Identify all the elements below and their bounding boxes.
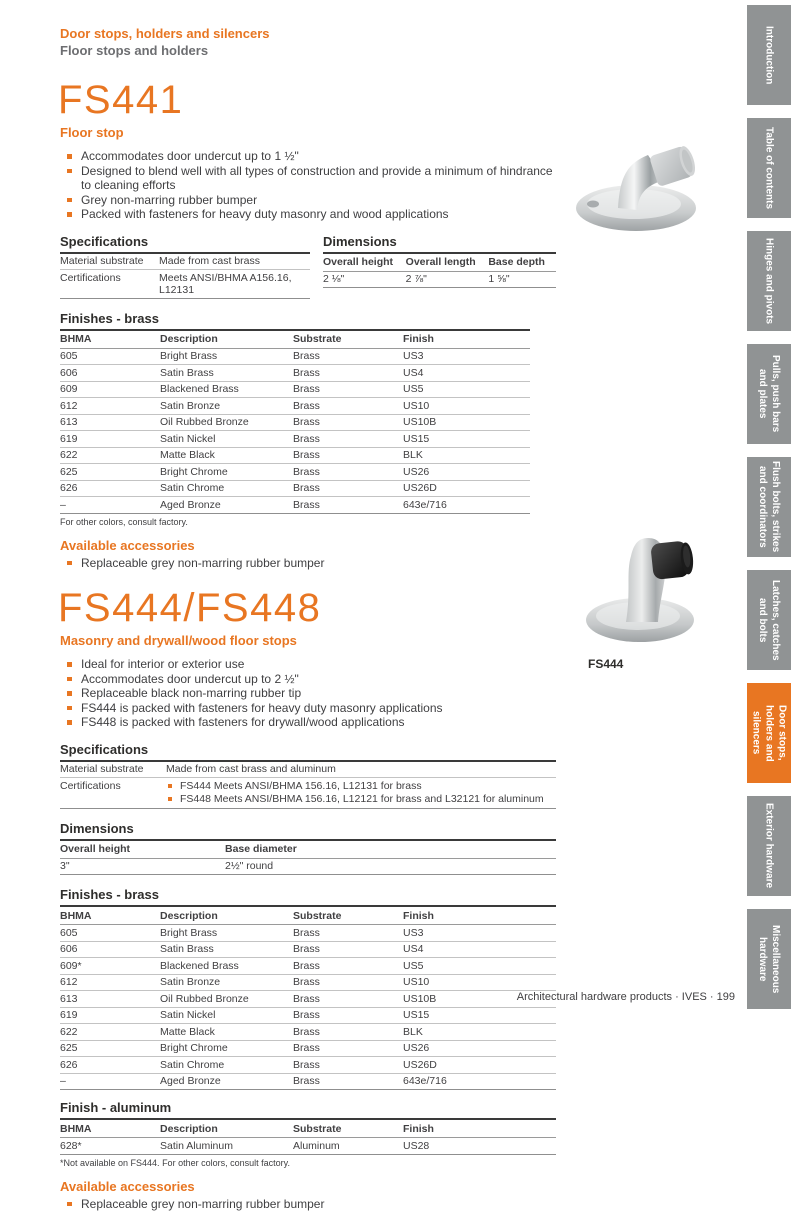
- fs448-specifications: [60, 742, 556, 809]
- column-header: Finish: [403, 1120, 556, 1138]
- fs448-accessories-list: [60, 1197, 556, 1211]
- table-row: [60, 270, 310, 299]
- fs441-type: Floor stop: [60, 125, 556, 140]
- fs448-finishes-brass-table: [60, 907, 556, 1090]
- column-header: Overall length: [406, 254, 489, 272]
- fs441-finishes-table: [60, 331, 530, 514]
- table-row: [60, 497, 530, 514]
- cell-bhma: 625: [60, 1040, 160, 1057]
- column-header: Description: [160, 331, 293, 349]
- table-header-row: [60, 331, 530, 349]
- cell-finish: US10B: [403, 414, 530, 431]
- cell-substrate: Brass: [293, 1040, 403, 1057]
- cell-substrate: Brass: [293, 974, 403, 991]
- table-header-row: [60, 1120, 556, 1138]
- sidebar-tab[interactable]: [747, 683, 791, 783]
- feature-item: FS444 is packed with fasteners for heavy duty masonry applications: [60, 701, 556, 716]
- fs441-finishes: [60, 311, 530, 527]
- cell-bhma: –: [60, 1073, 160, 1090]
- sidebar-tab-label: Introduction: [763, 26, 776, 84]
- table-row: [60, 254, 310, 270]
- finishes-note: For other colors, consult factory.: [60, 517, 530, 527]
- cell-substrate: Brass: [293, 447, 403, 464]
- section-title: Door stops, holders and silencers: [60, 26, 556, 41]
- cell-bhma: 622: [60, 447, 160, 464]
- fs441-product-image: [568, 120, 720, 239]
- table-row: [60, 778, 556, 809]
- fs448-specifications-table: [60, 762, 556, 809]
- table-row: [60, 431, 530, 448]
- table-row: [60, 365, 530, 382]
- cell-bhma: 625: [60, 464, 160, 481]
- cell-finish: US4: [403, 941, 556, 958]
- fs441-accessories-list: [60, 556, 556, 571]
- cell-bhma: 605: [60, 348, 160, 365]
- column-header: Substrate: [293, 1120, 403, 1138]
- column-header: Base depth: [488, 254, 556, 272]
- cell-bhma: 626: [60, 1057, 160, 1074]
- dimension-value: 1 ⅝": [488, 271, 556, 288]
- sidebar-tab[interactable]: [747, 457, 791, 557]
- spec-label: Material substrate: [60, 762, 166, 778]
- fs441-dimensions-table: [323, 254, 556, 289]
- cell-bhma: 619: [60, 1007, 160, 1024]
- table-row: [60, 1073, 556, 1090]
- column-header: Substrate: [293, 907, 403, 925]
- cell-finish: US15: [403, 1007, 556, 1024]
- cell-description: Matte Black: [160, 447, 293, 464]
- cell-description: Satin Aluminum: [160, 1138, 293, 1155]
- cell-substrate: Brass: [293, 464, 403, 481]
- finish-aluminum-heading: Finish - aluminum: [60, 1100, 556, 1120]
- cell-finish: US10: [403, 974, 556, 991]
- dimension-value: 2 ⅞": [406, 271, 489, 288]
- cell-description: Satin Bronze: [160, 974, 293, 991]
- table-row: [60, 1057, 556, 1074]
- fs448-model-title: FS444/FS448: [58, 588, 556, 628]
- spec-value: [166, 778, 556, 809]
- fs448-type: Masonry and drywall/wood floor stops: [60, 633, 556, 648]
- feature-item: Packed with fasteners for heavy duty masonry and wood applications: [60, 207, 556, 222]
- cell-substrate: Brass: [293, 381, 403, 398]
- table-row: [60, 398, 530, 415]
- sidebar-tab-label: Miscellaneous hardware: [756, 913, 782, 1005]
- cell-substrate: Brass: [293, 365, 403, 382]
- spec-label: Certifications: [60, 778, 166, 809]
- cell-finish: 643e/716: [403, 497, 530, 514]
- cell-finish: US3: [403, 925, 556, 942]
- column-header: Base diameter: [225, 841, 556, 859]
- sidebar-tab-label: Flush bolts, strikes and coordinators: [756, 461, 782, 553]
- sidebar-tab[interactable]: [747, 570, 791, 670]
- cell-substrate: Brass: [293, 414, 403, 431]
- fs448-dimensions: [60, 821, 556, 876]
- table-header-row: [60, 841, 556, 859]
- sidebar-tab[interactable]: [747, 796, 791, 896]
- floor-stop-illustration: [576, 516, 716, 648]
- specifications-heading: Specifications: [60, 742, 556, 762]
- fs448-accessories-heading: Available accessories: [60, 1179, 556, 1194]
- feature-item: Grey non-marring rubber bumper: [60, 193, 556, 208]
- cell-bhma: 613: [60, 414, 160, 431]
- cell-finish: US28: [403, 1138, 556, 1155]
- fs441-dimensions: [323, 234, 556, 299]
- cell-description: Satin Bronze: [160, 398, 293, 415]
- fs441-feature-list: [60, 149, 556, 222]
- fs448-finish-aluminum-table: [60, 1120, 556, 1155]
- cell-substrate: Brass: [293, 1057, 403, 1074]
- cell-substrate: Brass: [293, 991, 403, 1008]
- cell-substrate: Brass: [293, 431, 403, 448]
- cell-bhma: –: [60, 497, 160, 514]
- main-content: [60, 26, 556, 1211]
- fs444-image-caption: FS444: [588, 657, 716, 671]
- fs441-accessories-heading: Available accessories: [60, 538, 556, 553]
- cell-bhma: 612: [60, 398, 160, 415]
- cell-substrate: Brass: [293, 1073, 403, 1090]
- cell-finish: US5: [403, 381, 530, 398]
- feature-item: Designed to blend well with all types of construction and provide a minimum of hindrance to cleaning efforts: [60, 164, 556, 193]
- cell-bhma: 626: [60, 480, 160, 497]
- dimension-value: 3": [60, 858, 225, 875]
- certification-item: FS444 Meets ANSI/BHMA 156.16, L12131 for brass: [166, 780, 552, 792]
- aluminum-footnote: *Not available on FS444. For other colors, consult factory.: [60, 1158, 556, 1168]
- cell-description: Aged Bronze: [160, 497, 293, 514]
- cell-bhma: 609: [60, 381, 160, 398]
- accessory-item: Replaceable grey non-marring rubber bumper: [60, 1197, 556, 1211]
- cell-description: Satin Brass: [160, 941, 293, 958]
- table-row: [60, 1040, 556, 1057]
- sidebar-tab[interactable]: [747, 344, 791, 444]
- spec-value: Made from cast brass: [159, 254, 310, 270]
- fs448-finishes-brass: [60, 887, 556, 1090]
- feature-item: Replaceable black non-marring rubber tip: [60, 686, 556, 701]
- cell-finish: US26D: [403, 1057, 556, 1074]
- fs448-dimensions-table: [60, 841, 556, 876]
- cell-description: Aged Bronze: [160, 1073, 293, 1090]
- feature-item: Accommodates door undercut up to 2 ½": [60, 672, 556, 687]
- cell-finish: BLK: [403, 447, 530, 464]
- feature-item: FS448 is packed with fasteners for drywall/wood applications: [60, 715, 556, 730]
- sidebar-tabs: [747, 5, 791, 1009]
- dimensions-heading: Dimensions: [60, 821, 556, 841]
- sidebar-tab-label: Exterior hardware: [763, 803, 776, 888]
- cell-description: Blackened Brass: [160, 381, 293, 398]
- fs444-product-image: [576, 516, 716, 671]
- cell-description: Bright Chrome: [160, 1040, 293, 1057]
- cell-substrate: Brass: [293, 925, 403, 942]
- cell-substrate: Brass: [293, 958, 403, 975]
- table-row: [60, 941, 556, 958]
- cell-description: Matte Black: [160, 1024, 293, 1041]
- table-row: [60, 762, 556, 778]
- column-header: Finish: [403, 907, 556, 925]
- cell-finish: US10: [403, 398, 530, 415]
- cell-description: Satin Chrome: [160, 480, 293, 497]
- page-footer: Architectural hardware products · IVES · 199: [517, 991, 735, 1003]
- sidebar-tab-label: Pulls, push bars and plates: [756, 348, 782, 440]
- cell-description: Bright Chrome: [160, 464, 293, 481]
- table-row: [60, 1138, 556, 1155]
- dimension-value: 2 ⅛": [323, 271, 406, 288]
- cell-substrate: Brass: [293, 1024, 403, 1041]
- table-row: [60, 858, 556, 875]
- table-row: [60, 925, 556, 942]
- table-row: [60, 480, 530, 497]
- table-row: [60, 958, 556, 975]
- cell-description: Oil Rubbed Bronze: [160, 414, 293, 431]
- spec-label: Material substrate: [60, 254, 159, 270]
- column-header: Substrate: [293, 331, 403, 349]
- sidebar-tab-label: Door stops, holders and silencers: [750, 687, 789, 779]
- cell-bhma: 612: [60, 974, 160, 991]
- sidebar-tab[interactable]: [747, 5, 791, 105]
- cell-finish: US3: [403, 348, 530, 365]
- sidebar-tab-label: Latches, catches and bolts: [756, 574, 782, 666]
- cell-finish: US4: [403, 365, 530, 382]
- table-row: [60, 991, 556, 1008]
- table-row: [323, 271, 556, 288]
- column-header: BHMA: [60, 907, 160, 925]
- cell-substrate: Aluminum: [293, 1138, 403, 1155]
- cell-description: Satin Chrome: [160, 1057, 293, 1074]
- sidebar-tab[interactable]: [747, 909, 791, 1009]
- cell-substrate: Brass: [293, 1007, 403, 1024]
- cell-substrate: Brass: [293, 398, 403, 415]
- accessory-item: Replaceable grey non-marring rubber bumper: [60, 556, 556, 571]
- table-row: [60, 414, 530, 431]
- finishes-brass-heading: Finishes - brass: [60, 887, 556, 907]
- fs448-feature-list: [60, 657, 556, 730]
- cell-description: Bright Brass: [160, 348, 293, 365]
- spec-value: Made from cast brass and aluminum: [166, 762, 556, 778]
- table-row: [60, 447, 530, 464]
- table-header-row: [60, 907, 556, 925]
- cell-description: Oil Rubbed Bronze: [160, 991, 293, 1008]
- dimension-value: 2½" round: [225, 858, 556, 875]
- cell-description: Blackened Brass: [160, 958, 293, 975]
- floor-stop-illustration: [568, 120, 720, 234]
- cell-bhma: 622: [60, 1024, 160, 1041]
- column-header: Finish: [403, 331, 530, 349]
- sidebar-tab-label: Hinges and pivots: [763, 238, 776, 324]
- cell-substrate: Brass: [293, 480, 403, 497]
- column-header: Overall height: [323, 254, 406, 272]
- cell-bhma: 606: [60, 941, 160, 958]
- sidebar-tab-label: Table of contents: [763, 127, 776, 209]
- cell-substrate: Brass: [293, 497, 403, 514]
- fs441-spec-dim-row: [60, 234, 556, 299]
- cell-description: Bright Brass: [160, 925, 293, 942]
- sidebar-tab[interactable]: [747, 231, 791, 331]
- column-header: Description: [160, 907, 293, 925]
- cell-finish: 643e/716: [403, 1073, 556, 1090]
- spec-label: Certifications: [60, 270, 159, 299]
- cell-bhma: 609*: [60, 958, 160, 975]
- table-row: [60, 381, 530, 398]
- cell-substrate: Brass: [293, 941, 403, 958]
- cell-description: Satin Nickel: [160, 1007, 293, 1024]
- table-row: [60, 974, 556, 991]
- cell-finish: US5: [403, 958, 556, 975]
- certification-item: FS448 Meets ANSI/BHMA 156.16, L12121 for brass and L32121 for aluminum: [166, 793, 552, 805]
- table-header-row: [323, 254, 556, 272]
- cell-description: Satin Brass: [160, 365, 293, 382]
- table-row: [60, 464, 530, 481]
- fs441-specifications-table: [60, 254, 310, 299]
- specifications-heading: Specifications: [60, 234, 310, 254]
- cell-bhma: 613: [60, 991, 160, 1008]
- cell-bhma: 605: [60, 925, 160, 942]
- cell-finish: US26: [403, 1040, 556, 1057]
- cell-finish: US15: [403, 431, 530, 448]
- finishes-brass-heading: Finishes - brass: [60, 311, 530, 331]
- cell-finish: US10B: [403, 991, 556, 1008]
- column-header: Overall height: [60, 841, 225, 859]
- section-subtitle: Floor stops and holders: [60, 43, 556, 58]
- feature-item: Ideal for interior or exterior use: [60, 657, 556, 672]
- column-header: Description: [160, 1120, 293, 1138]
- cell-bhma: 619: [60, 431, 160, 448]
- spec-value: Meets ANSI/BHMA A156.16, L12131: [159, 270, 310, 299]
- feature-item: Accommodates door undercut up to 1 ½": [60, 149, 556, 164]
- fs448-finish-aluminum: [60, 1100, 556, 1168]
- cell-finish: BLK: [403, 1024, 556, 1041]
- table-row: [60, 1007, 556, 1024]
- cell-bhma: 628*: [60, 1138, 160, 1155]
- cell-substrate: Brass: [293, 348, 403, 365]
- cell-description: Satin Nickel: [160, 431, 293, 448]
- table-row: [60, 1024, 556, 1041]
- fs441-specifications: [60, 234, 310, 299]
- sidebar-tab[interactable]: [747, 118, 791, 218]
- column-header: BHMA: [60, 1120, 160, 1138]
- table-row: [60, 348, 530, 365]
- column-header: BHMA: [60, 331, 160, 349]
- cell-finish: US26D: [403, 480, 530, 497]
- dimensions-heading: Dimensions: [323, 234, 556, 254]
- cell-finish: US26: [403, 464, 530, 481]
- cell-bhma: 606: [60, 365, 160, 382]
- fs441-model-title: FS441: [58, 80, 556, 120]
